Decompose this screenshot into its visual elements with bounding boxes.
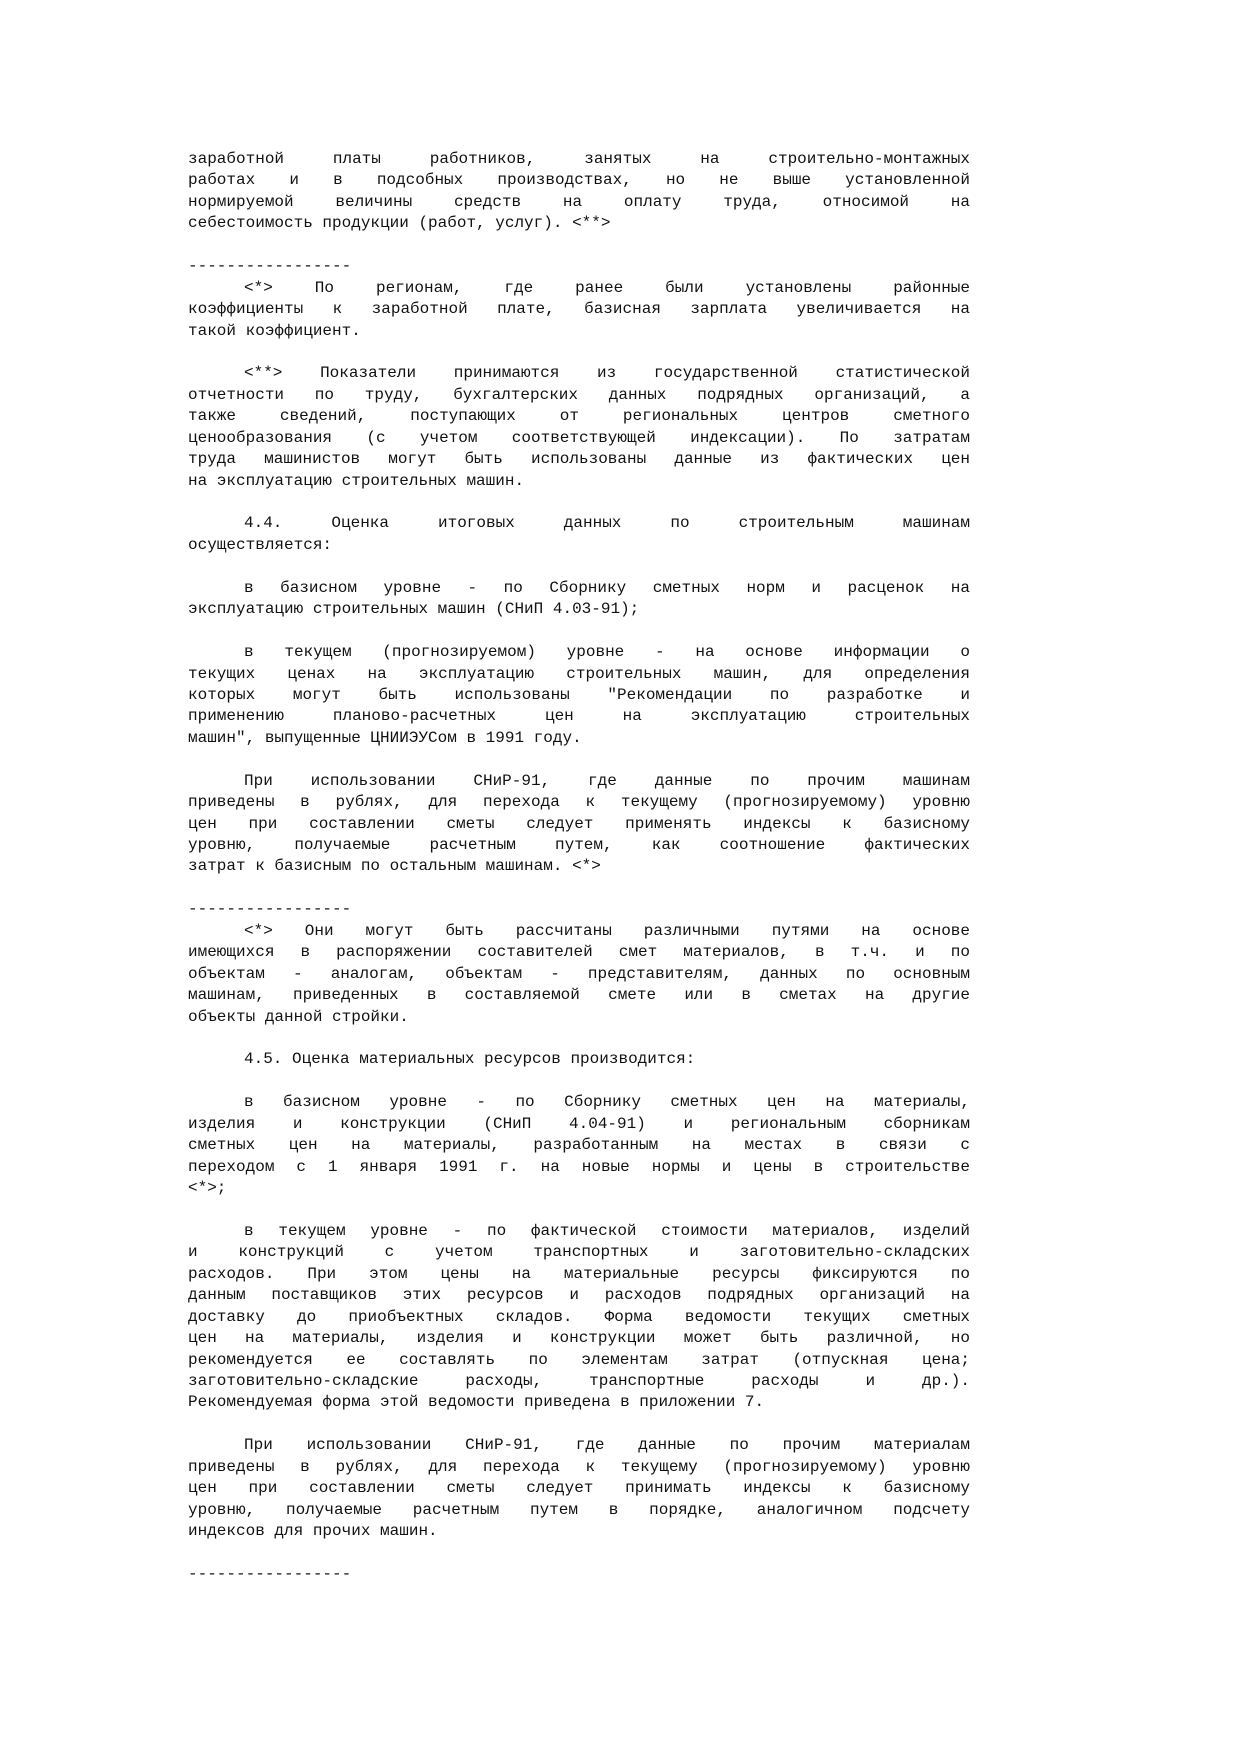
paragraph — [188, 578, 970, 621]
paragraph-line: текущих ценах на эксплуатацию строительных машин, для определения — [188, 664, 970, 683]
footnote-line: объектам - аналогам, объектам - представителям, данных по основным — [188, 964, 970, 983]
paragraph-line: себестоимость продукции (работ, услуг). <**> — [188, 214, 611, 233]
footnote — [188, 278, 970, 342]
separator-line: ----------------- — [188, 257, 352, 276]
footnote-line: имеющихся в распоряжении составителей смет материалов, в т.ч. и по — [188, 943, 970, 962]
separator-line: ----------------- — [188, 900, 352, 919]
paragraph — [188, 1092, 970, 1199]
paragraph-line: При использовании СНиР-91, где данные по прочим материалам — [244, 1436, 970, 1455]
paragraph-line: в базисном уровне - по Сборнику сметных цен на материалы, — [244, 1093, 970, 1112]
paragraph-line: переходом с 1 января 1991 г. на новые нормы и цены в строительстве — [188, 1157, 970, 1176]
paragraph — [188, 149, 970, 235]
paragraph-line: машин", выпущенные ЦНИИЭУСом в 1991 году. — [188, 728, 582, 747]
footnote-line: <**> Показатели принимаются из государственной статистической — [244, 364, 970, 383]
paragraph-line: цен при составлении сметы следует применять индексы к базисному — [188, 814, 970, 833]
paragraph-line: приведены в рублях, для перехода к текущему (прогнозируемому) уровню — [188, 793, 970, 812]
paragraph-line: Рекомендуемая форма этой ведомости приведена в приложении 7. — [188, 1393, 765, 1412]
footnote-line: машинам, приведенных в составляемой смете или в сметах на другие — [188, 986, 970, 1005]
paragraph — [188, 1221, 970, 1414]
paragraph-line: применению планово-расчетных цен на эксплуатацию строительных — [188, 707, 970, 726]
paragraph-line: цен при составлении сметы следует принимать индексы к базисному — [188, 1479, 970, 1498]
footnote-line: на эксплуатацию строительных машин. — [188, 471, 525, 490]
footnote-separator — [188, 256, 970, 277]
paragraph-line: приведены в рублях, для перехода к текущему (прогнозируемому) уровню — [188, 1457, 970, 1476]
paragraph-line: сметных цен на материалы, разработанным на местах в связи с — [188, 1136, 970, 1155]
paragraph-line: 4.4. Оценка итоговых данных по строительным машинам — [244, 514, 970, 533]
paragraph-line: нормируемой величины средств на оплату труда, относимой на — [188, 192, 970, 211]
paragraph-line: эксплуатацию строительных машин (СНиП 4.03-91); — [188, 600, 640, 619]
paragraph-line: данным поставщиков этих ресурсов и расходов подрядных организаций на — [188, 1286, 970, 1305]
paragraph-line: <*>; — [188, 1179, 227, 1197]
paragraph-line: заработной платы работников, занятых на строительно-монтажных — [188, 150, 970, 168]
footnote-line: <*> Они могут быть рассчитаны различными путями на основе — [244, 921, 970, 940]
paragraph — [188, 771, 970, 878]
paragraph — [188, 1049, 970, 1070]
paragraph-line: расходов. При этом цены на материальные ресурсы фиксируются по — [188, 1264, 970, 1283]
paragraph-line: в текущем (прогнозируемом) уровне - на основе информации о — [244, 643, 970, 662]
paragraph — [188, 642, 970, 749]
footnote-line: ценообразования (с учетом соответствующей индексации). По затратам — [188, 428, 970, 447]
paragraph-line: работах и в подсобных производствах, но не выше установленной — [188, 171, 970, 190]
paragraph — [188, 1435, 970, 1542]
document-page — [188, 149, 970, 1585]
paragraph-line: уровню, получаемые расчетным путем в порядке, аналогичном подсчету — [188, 1500, 970, 1519]
footnote-line: <*> По регионам, где ранее были установлены районные — [244, 278, 970, 297]
paragraph-line: 4.5. Оценка материальных ресурсов производится: — [244, 1050, 696, 1069]
paragraph-line: осуществляется: — [188, 535, 333, 554]
paragraph-line: и конструкций с учетом транспортных и заготовительно-складских — [188, 1243, 970, 1262]
paragraph-line: заготовительно-складские расходы, транспортные расходы и др.). — [188, 1371, 970, 1390]
paragraph — [188, 513, 970, 556]
footnote-line: труда машинистов могут быть использованы данные из фактических цен — [188, 450, 970, 469]
paragraph-line: затрат к базисным по остальным машинам. <*> — [188, 857, 601, 876]
paragraph-line: в базисном уровне - по Сборнику сметных норм и расценок на — [244, 578, 970, 597]
paragraph-line: изделия и конструкции (СНиП 4.04-91) и региональным сборникам — [188, 1114, 970, 1133]
paragraph-line: в текущем уровне - по фактической стоимости материалов, изделий — [244, 1221, 970, 1240]
separator-line: ----------------- — [188, 1564, 352, 1583]
paragraph-line: которых могут быть использованы "Рекомендации по разработке и — [188, 685, 970, 704]
footnote-line: отчетности по труду, бухгалтерских данных подрядных организаций, а — [188, 385, 970, 404]
paragraph-line: рекомендуется ее составлять по элементам затрат (отпускная цена; — [188, 1350, 970, 1369]
footnote-separator — [188, 1564, 970, 1585]
footnote — [188, 363, 970, 492]
footnote-line: объекты данной стройки. — [188, 1007, 409, 1026]
paragraph-line: индексов для прочих машин. — [188, 1522, 438, 1540]
footnote-line: такой коэффициент. — [188, 321, 361, 340]
paragraph-line: цен на материалы, изделия и конструкции может быть различной, но — [188, 1329, 970, 1348]
paragraph-line: При использовании СНиР-91, где данные по прочим машинам — [244, 771, 970, 790]
footnote-line: также сведений, поступающих от региональных центров сметного — [188, 407, 970, 426]
paragraph-line: доставку до приобъектных складов. Форма ведомости текущих сметных — [188, 1307, 970, 1326]
footnote-separator — [188, 899, 970, 920]
footnote — [188, 921, 970, 1028]
footnote-line: коэффициенты к заработной плате, базисная зарплата увеличивается на — [188, 300, 970, 319]
paragraph-line: уровню, получаемые расчетным путем, как соотношение фактических — [188, 836, 970, 854]
